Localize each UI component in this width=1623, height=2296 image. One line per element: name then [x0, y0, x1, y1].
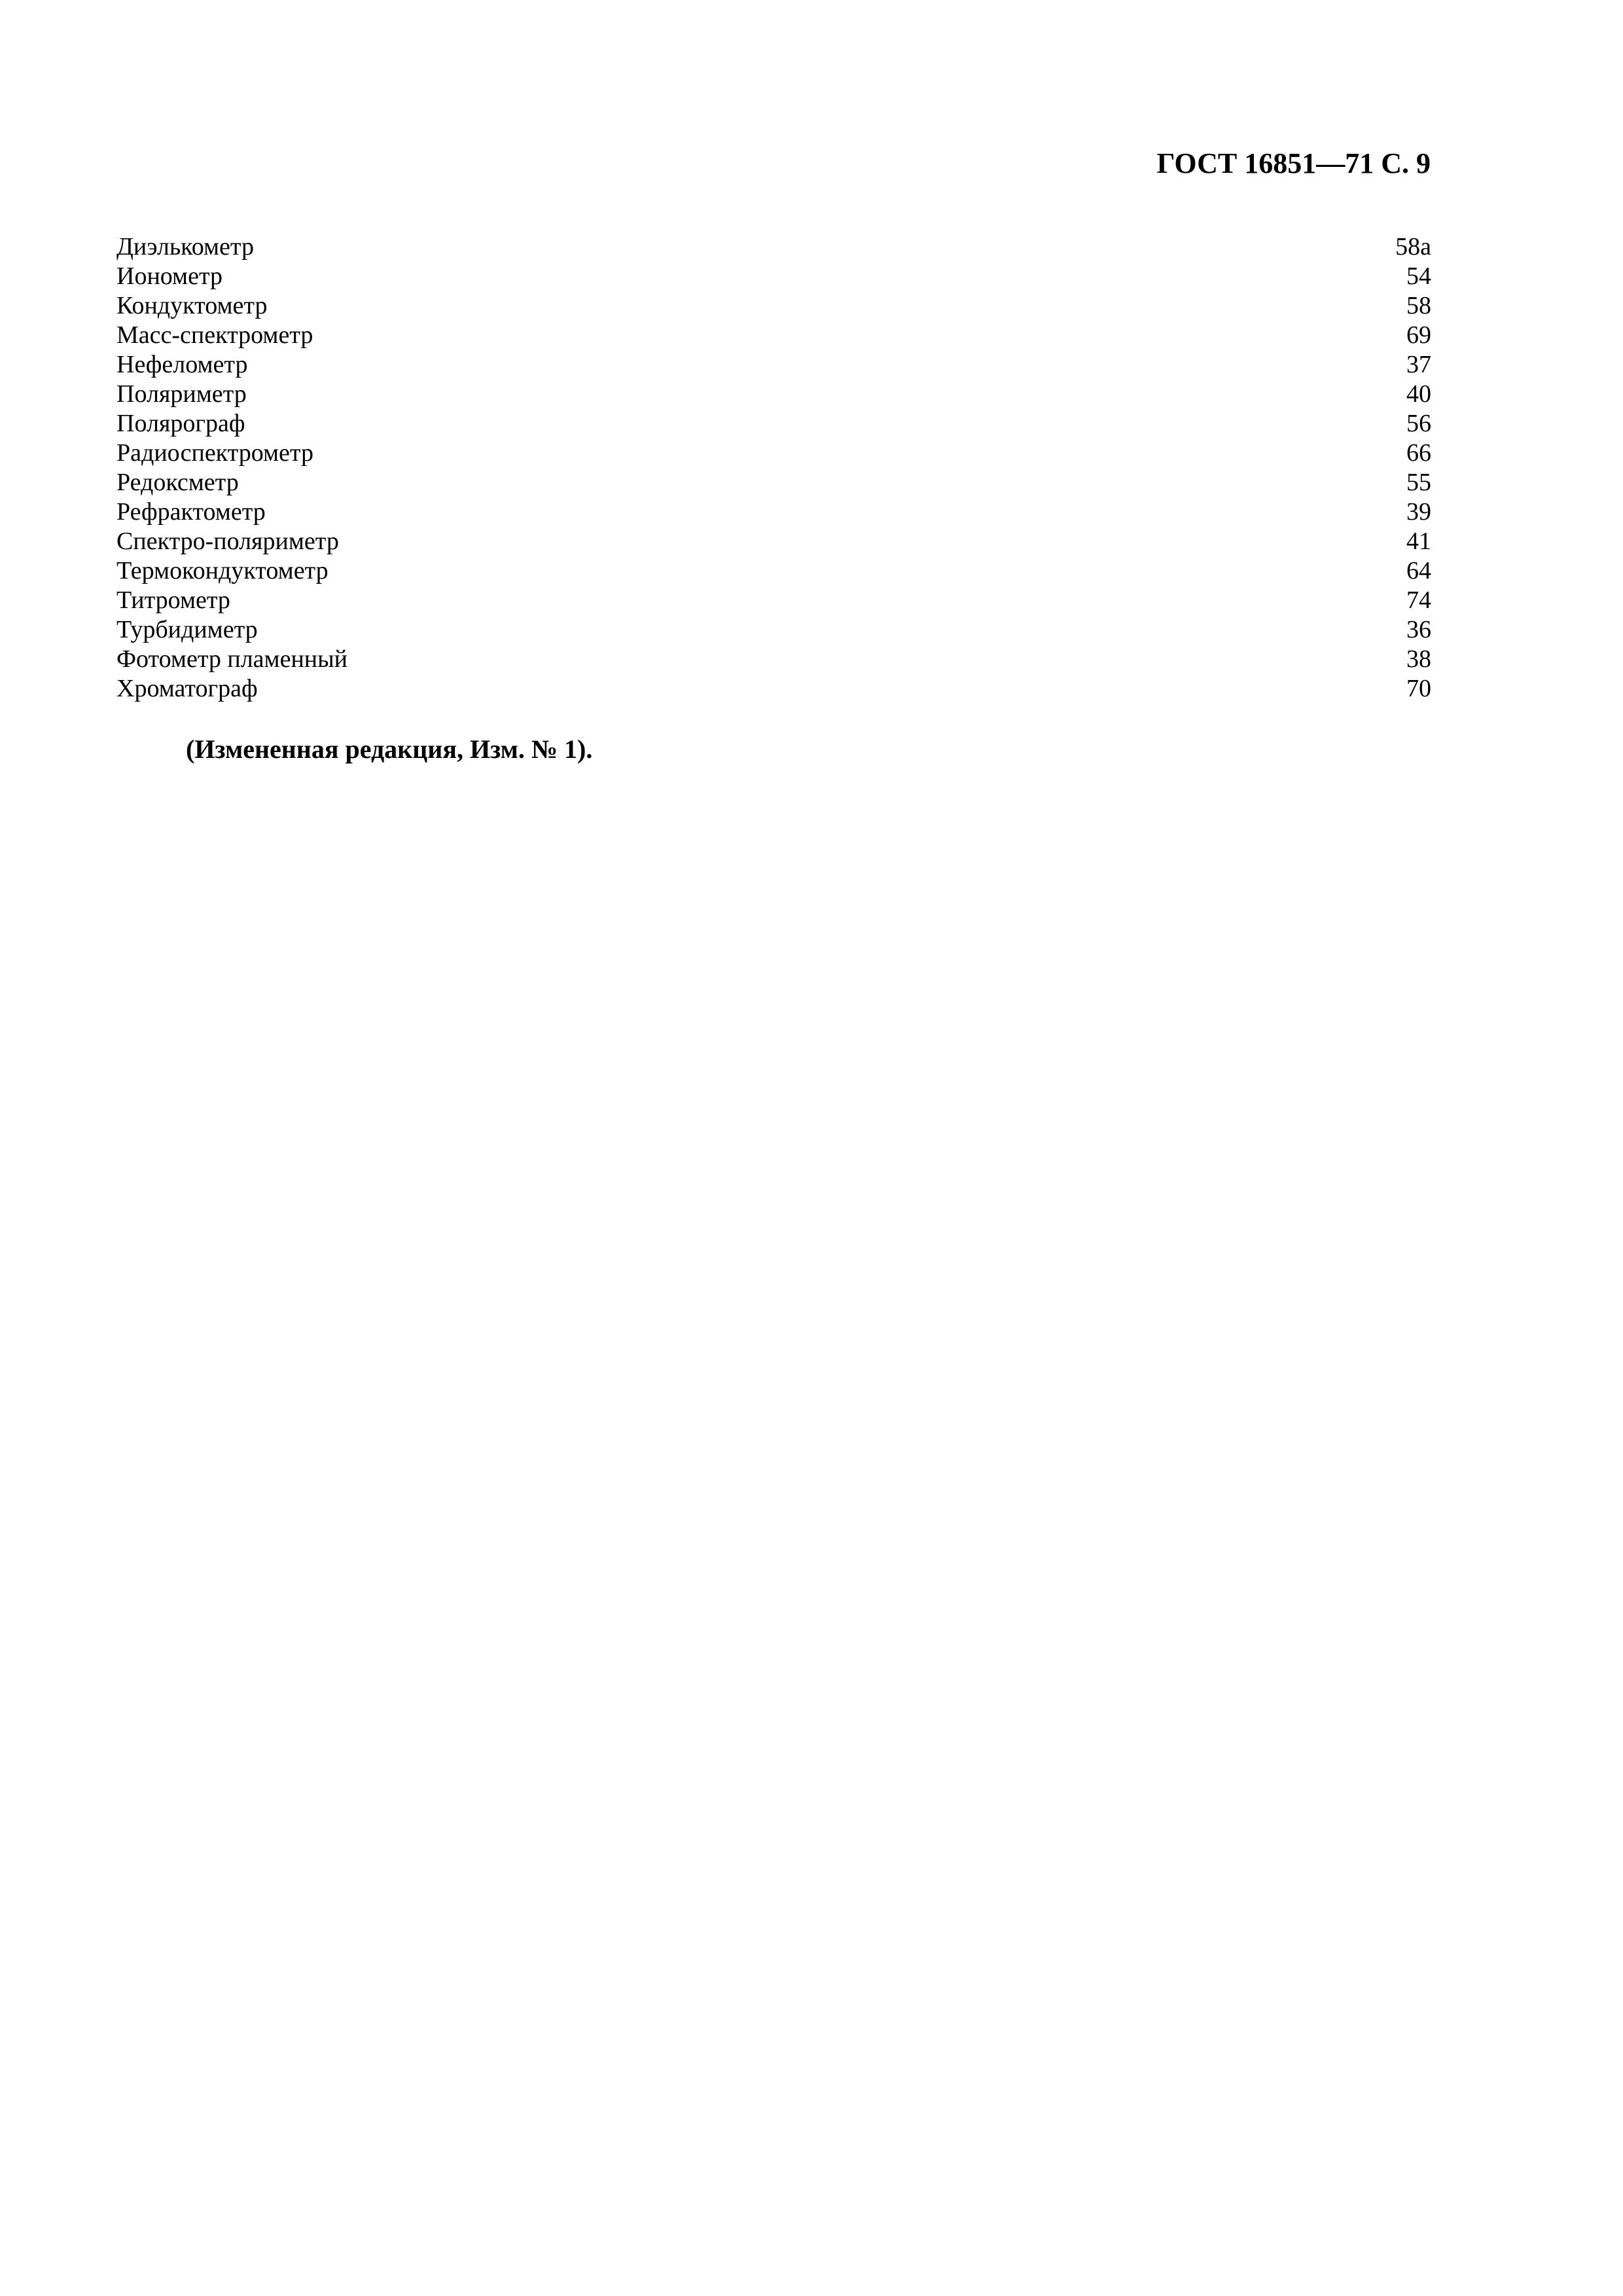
index-row — [116, 232, 1431, 262]
index-row — [116, 497, 1431, 527]
index-page-number: 66 — [1406, 439, 1431, 467]
index-term: Диэлькометр — [116, 233, 254, 260]
index-term: Спектро-поляриметр — [116, 528, 339, 555]
page-header: ГОСТ 16851—71 С. 9 — [1156, 147, 1431, 179]
index-page-number: 37 — [1406, 351, 1431, 378]
index-row — [116, 615, 1431, 645]
index-term: Радиоспектрометр — [116, 439, 313, 467]
index-page-number: 64 — [1406, 557, 1431, 584]
index-term: Полярограф — [116, 410, 245, 437]
index-row — [116, 262, 1431, 291]
index-row — [116, 439, 1431, 468]
index-term: Термокондуктометр — [116, 557, 329, 584]
index-term: Фотометр пламенный — [116, 645, 348, 673]
index-term: Иономeтр — [116, 262, 223, 290]
index-term: Редоксметр — [116, 469, 239, 496]
index-row — [116, 321, 1431, 350]
index-page-number: 69 — [1406, 321, 1431, 349]
index-term: Нефелометр — [116, 351, 248, 378]
index-term: Хроматограф — [116, 675, 258, 702]
instrument-index-list — [116, 232, 1431, 704]
index-row — [116, 409, 1431, 439]
index-row — [116, 468, 1431, 497]
index-page-number: 58 — [1406, 292, 1431, 319]
index-page-number: 70 — [1406, 675, 1431, 702]
index-row — [116, 645, 1431, 674]
index-term: Масс-спектрометр — [116, 321, 313, 349]
revision-note: (Измененная редакция, Изм. № 1). — [186, 734, 593, 764]
index-page-number: 40 — [1406, 380, 1431, 408]
index-row — [116, 350, 1431, 380]
index-term: Титрометр — [116, 586, 230, 614]
index-row — [116, 527, 1431, 556]
index-page-number: 38 — [1406, 645, 1431, 673]
index-row — [116, 380, 1431, 409]
index-page-number: 74 — [1406, 586, 1431, 614]
index-page-number: 41 — [1406, 528, 1431, 555]
index-page-number: 36 — [1406, 616, 1431, 643]
index-row — [116, 674, 1431, 704]
index-row — [116, 291, 1431, 321]
index-row — [116, 556, 1431, 586]
index-row — [116, 586, 1431, 615]
index-term: Рефрактометр — [116, 498, 266, 526]
index-page-number: 58а — [1395, 233, 1431, 260]
index-page-number: 39 — [1406, 498, 1431, 526]
index-term: Поляриметр — [116, 380, 247, 408]
index-page-number: 56 — [1406, 410, 1431, 437]
index-page-number: 55 — [1406, 469, 1431, 496]
index-term: Кондуктометр — [116, 292, 268, 319]
index-page-number: 54 — [1406, 262, 1431, 290]
index-term: Турбидиметр — [116, 616, 258, 643]
